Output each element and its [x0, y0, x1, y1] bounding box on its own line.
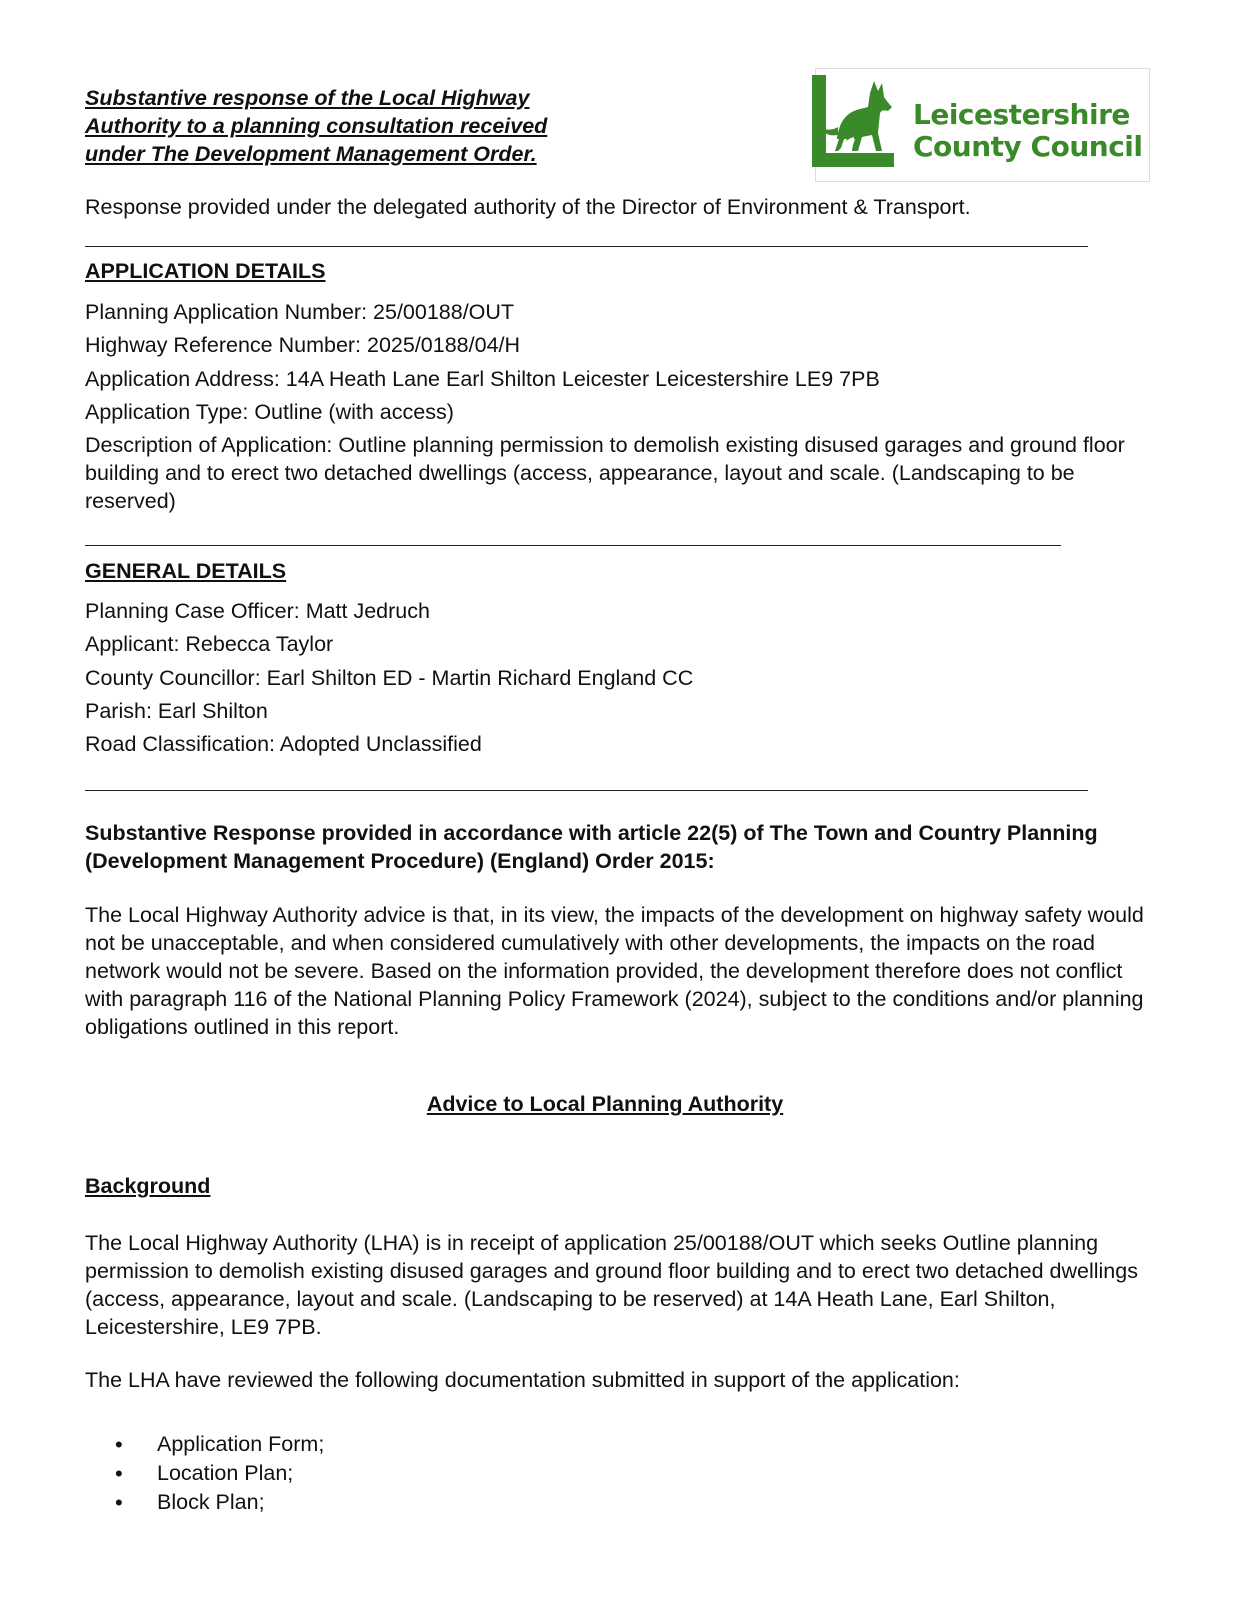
substantive-response-body: The Local Highway Authority advice is that, in its view, the impacts of the development on highway safety would not be unacceptable, and when considered cumulatively with other developments, the impacts on the road network would not be severe. Based on the information provided, the development therefore does not conflict with paragraph 116 of the National Planning Policy Framework (2024), subject to the conditions and/or planning obligations outlined in this report.	[85, 903, 1144, 1039]
divider	[85, 545, 1061, 546]
application-address: Application Address: 14A Heath Lane Earl Shilton Leicester Leicestershire LE9 7PB	[85, 367, 880, 391]
title-line: under The Development Management Order.	[85, 142, 537, 166]
application-description: Description of Application: Outline planning permission to demolish existing disused garages and ground floor building and to erect two detached dwellings (access, appearance, layout and scale. (Landscaping to be reserved)	[85, 433, 1125, 513]
divider	[85, 790, 1088, 791]
list-item: • Application Form;	[115, 1430, 324, 1459]
background-heading: Background	[85, 1174, 211, 1198]
logo-line: Leicestershire	[913, 98, 1130, 131]
council-logo	[815, 68, 1150, 182]
logo-text	[913, 99, 1142, 163]
title-line: Authority to a planning consultation received	[85, 114, 548, 138]
applicant: Applicant: Rebecca Taylor	[85, 632, 334, 656]
background-paragraph: The Local Highway Authority (LHA) is in receipt of application 25/00188/OUT which seeks Outline planning permission to demolish existing disused garages and ground floor building and to erect two detached dwellings (access, appearance, layout and scale. (Landscaping to be reserved) at 14A Heath Lane, Earl Shilton, Leicestershire, LE9 7PB.	[85, 1231, 1138, 1339]
fox-crest-icon	[808, 73, 898, 169]
advice-heading: Advice to Local Planning Authority	[426, 1092, 784, 1116]
reviewed-documents-intro: The LHA have reviewed the following documentation submitted in support of the application:	[85, 1368, 960, 1392]
intro-text: Response provided under the delegated authority of the Director of Environment & Transport.	[85, 195, 971, 219]
title-line: Substantive response of the Local Highway	[85, 86, 530, 110]
county-councillor: County Councillor: Earl Shilton ED - Martin Richard England CC	[85, 666, 694, 690]
road-classification: Road Classification: Adopted Unclassified	[85, 732, 482, 756]
divider	[85, 246, 1088, 247]
substantive-response-heading: Substantive Response provided in accordance with article 22(5) of The Town and Country Planning (Development Management Procedure) (England) Order 2015:	[85, 821, 1098, 873]
application-details-heading: APPLICATION DETAILS	[85, 259, 326, 283]
reviewed-documents-list	[115, 1430, 324, 1517]
planning-case-officer: Planning Case Officer: Matt Jedruch	[85, 599, 430, 623]
list-item: • Block Plan;	[115, 1488, 324, 1517]
document-title	[85, 84, 685, 168]
general-details-heading: GENERAL DETAILS	[85, 559, 287, 583]
application-type: Application Type: Outline (with access)	[85, 400, 454, 424]
list-item: • Location Plan;	[115, 1459, 324, 1488]
highway-reference-number: Highway Reference Number: 2025/0188/04/H	[85, 333, 521, 357]
parish: Parish: Earl Shilton	[85, 699, 268, 723]
planning-application-number: Planning Application Number: 25/00188/OUT	[85, 300, 515, 324]
logo-line: County Council	[913, 130, 1143, 163]
